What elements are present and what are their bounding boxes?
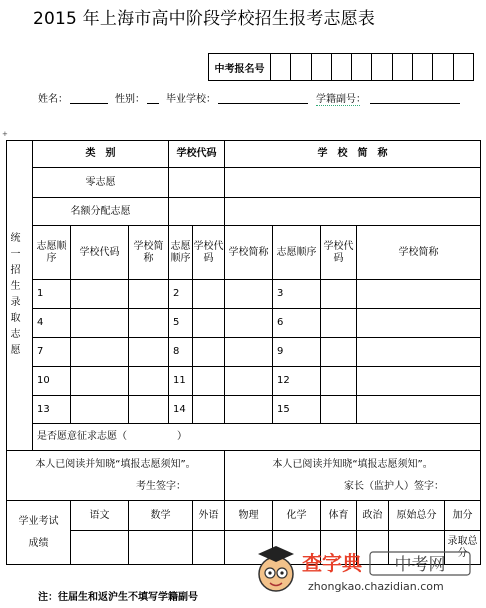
wish-number: 3 bbox=[273, 280, 321, 309]
code-col-header: 学校代码 bbox=[193, 226, 225, 280]
wish-number: 5 bbox=[169, 309, 193, 338]
registration-digit-cell[interactable] bbox=[352, 54, 372, 80]
order-header: 志愿顺序 bbox=[169, 226, 193, 280]
wish-number: 12 bbox=[273, 367, 321, 396]
side-label: 统一招生录取志愿 bbox=[8, 231, 19, 360]
wish-abbr-cell[interactable] bbox=[225, 367, 273, 396]
parent-statement: 本人已阅读并知晓“填报志愿须知”。 bbox=[272, 458, 433, 470]
gender-field[interactable] bbox=[147, 103, 159, 104]
application-table bbox=[6, 140, 481, 565]
wish-code-cell[interactable] bbox=[71, 367, 129, 396]
wish-abbr-cell[interactable] bbox=[129, 309, 169, 338]
name-field[interactable] bbox=[70, 103, 108, 104]
score-label-cell bbox=[7, 501, 71, 565]
wish-abbr-cell[interactable] bbox=[129, 338, 169, 367]
score-value-cell[interactable] bbox=[71, 531, 129, 565]
wish-number: 10 bbox=[33, 367, 71, 396]
registration-digit-cell[interactable] bbox=[332, 54, 352, 80]
school-label: 毕业学校： bbox=[166, 94, 216, 105]
wish-abbr-cell[interactable] bbox=[129, 367, 169, 396]
wish-abbr-cell[interactable] bbox=[357, 309, 481, 338]
score-subject: 数学 bbox=[129, 501, 193, 531]
wish-number: 4 bbox=[33, 309, 71, 338]
wish-number: 14 bbox=[169, 396, 193, 424]
registration-digit-cell[interactable] bbox=[291, 54, 311, 80]
school-field[interactable] bbox=[218, 103, 308, 104]
table-anchor-icon: + bbox=[2, 130, 8, 138]
score-value-cell[interactable] bbox=[193, 531, 225, 565]
wish-number: 2 bbox=[169, 280, 193, 309]
quota-wish-label: 名额分配志愿 bbox=[33, 198, 169, 226]
registration-digit-cell[interactable] bbox=[433, 54, 453, 80]
wish-number: 1 bbox=[33, 280, 71, 309]
wish-abbr-cell[interactable] bbox=[225, 280, 273, 309]
parent-signature-label: 家长（监护人）签字： bbox=[344, 480, 445, 492]
watermark-brand: 查字典 bbox=[302, 551, 362, 575]
wish-row bbox=[7, 367, 481, 396]
zero-wish-label: 零志愿 bbox=[33, 168, 169, 198]
gender-label: 性别： bbox=[115, 94, 145, 105]
quota-wish-code[interactable] bbox=[169, 198, 225, 226]
zero-wish-code[interactable] bbox=[169, 168, 225, 198]
wish-code-cell[interactable] bbox=[193, 338, 225, 367]
order-header: 志愿顺序 bbox=[33, 226, 71, 280]
wish-row bbox=[7, 396, 481, 424]
order-header: 志愿顺序 bbox=[273, 226, 321, 280]
code-col-header: 学校代码 bbox=[71, 226, 129, 280]
wish-number: 11 bbox=[169, 367, 193, 396]
total-score-label: 录取总分 bbox=[445, 531, 481, 565]
wish-row bbox=[7, 338, 481, 367]
registration-digit-cell[interactable] bbox=[312, 54, 332, 80]
wish-code-cell[interactable] bbox=[321, 367, 357, 396]
abbr-col-header: 学校简称 bbox=[225, 226, 273, 280]
registration-digit-cell[interactable] bbox=[393, 54, 413, 80]
wish-code-cell[interactable] bbox=[71, 396, 129, 424]
category-header: 类 别 bbox=[33, 141, 169, 168]
wish-abbr-cell[interactable] bbox=[225, 396, 273, 424]
footer-note: 注：往届生和返沪生不填写学籍副号 bbox=[38, 592, 198, 603]
registration-digit-cell[interactable] bbox=[413, 54, 433, 80]
wish-abbr-cell[interactable] bbox=[357, 367, 481, 396]
zero-wish-name[interactable] bbox=[225, 168, 481, 198]
registration-digit-cell[interactable] bbox=[372, 54, 392, 80]
bonus-label: 加分 bbox=[452, 509, 473, 521]
watermark-logo bbox=[252, 540, 474, 596]
score-subject: 原始总分 bbox=[389, 501, 445, 531]
registration-digit-cell[interactable] bbox=[271, 54, 291, 80]
page-title: 2015 年上海市高中阶段学校招生报考志愿表 bbox=[33, 9, 376, 29]
wish-abbr-cell[interactable] bbox=[357, 396, 481, 424]
wish-abbr-cell[interactable] bbox=[129, 280, 169, 309]
student-signature-label: 考生签字： bbox=[136, 480, 187, 492]
mascot-icon bbox=[258, 546, 294, 591]
score-subject bbox=[445, 501, 481, 531]
score-subject: 语文 bbox=[71, 501, 129, 531]
wish-code-cell[interactable] bbox=[71, 338, 129, 367]
wish-code-cell[interactable] bbox=[321, 309, 357, 338]
student-statement: 本人已阅读并知晓“填报志愿须知”。 bbox=[35, 458, 196, 470]
wish-abbr-cell[interactable] bbox=[225, 338, 273, 367]
score-subject: 物理 bbox=[225, 501, 273, 531]
wish-code-cell[interactable] bbox=[193, 309, 225, 338]
wish-code-cell[interactable] bbox=[71, 309, 129, 338]
wish-code-cell[interactable] bbox=[321, 280, 357, 309]
registration-number-box bbox=[208, 53, 474, 81]
score-value-cell[interactable] bbox=[129, 531, 193, 565]
wish-abbr-cell[interactable] bbox=[225, 309, 273, 338]
registration-number-label: 中考报名号 bbox=[209, 54, 271, 80]
registry-label: 学籍副号： bbox=[316, 94, 366, 105]
wish-number: 7 bbox=[33, 338, 71, 367]
wish-code-cell[interactable] bbox=[71, 280, 129, 309]
score-subject: 化学 bbox=[273, 501, 321, 531]
registry-field[interactable] bbox=[370, 103, 460, 104]
wish-code-cell[interactable] bbox=[193, 367, 225, 396]
wish-row bbox=[7, 309, 481, 338]
wish-code-cell[interactable] bbox=[193, 396, 225, 424]
wish-number: 8 bbox=[169, 338, 193, 367]
wish-code-cell[interactable] bbox=[193, 280, 225, 309]
score-label: 学业考试成绩 bbox=[18, 515, 59, 549]
score-subject: 外语 bbox=[193, 501, 225, 531]
wish-code-cell[interactable] bbox=[321, 338, 357, 367]
side-label-cell bbox=[7, 141, 33, 451]
quota-wish-name[interactable] bbox=[225, 198, 481, 226]
abbr-col-header: 学校简称 bbox=[357, 226, 481, 280]
registration-digit-cell[interactable] bbox=[454, 54, 473, 80]
wish-number: 13 bbox=[33, 396, 71, 424]
code-header: 学校代码 bbox=[169, 141, 225, 168]
score-subject: 体育 bbox=[321, 501, 357, 531]
student-statement-cell[interactable] bbox=[7, 451, 225, 501]
name-label: 姓名： bbox=[38, 94, 68, 105]
abbr-col-header: 学校简称 bbox=[129, 226, 169, 280]
wish-abbr-cell[interactable] bbox=[357, 280, 481, 309]
wish-number: 6 bbox=[273, 309, 321, 338]
wish-number: 9 bbox=[273, 338, 321, 367]
wish-number: 15 bbox=[273, 396, 321, 424]
watermark-url: zhongkao.chazidian.com bbox=[308, 580, 444, 593]
school-name-header: 学 校 简 称 bbox=[225, 141, 481, 168]
wish-row bbox=[7, 280, 481, 309]
code-col-header: 学校代码 bbox=[321, 226, 357, 280]
watermark-brand-secondary: 中考网 bbox=[394, 555, 446, 575]
wish-code-cell[interactable] bbox=[321, 396, 357, 424]
wish-abbr-cell[interactable] bbox=[357, 338, 481, 367]
collect-wish-question[interactable]: 是否愿意征求志愿（ ） bbox=[33, 424, 481, 451]
wish-abbr-cell[interactable] bbox=[129, 396, 169, 424]
score-subject: 政治 bbox=[357, 501, 389, 531]
parent-statement-cell[interactable] bbox=[225, 451, 481, 501]
spellcheck-underline bbox=[316, 103, 360, 106]
